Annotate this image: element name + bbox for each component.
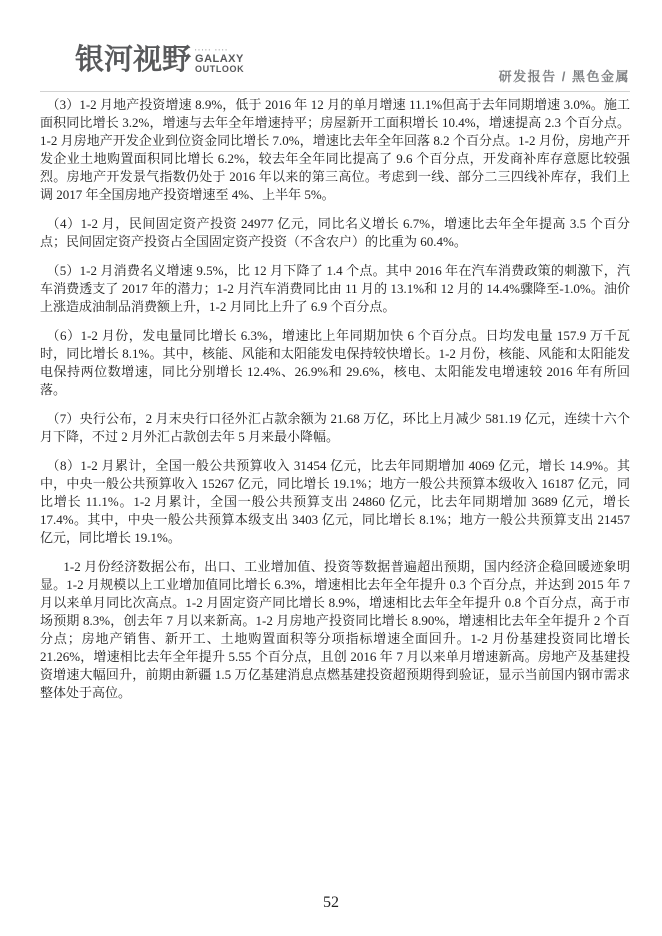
report-category-label: 研发报告 / 黑色金属 [498, 69, 630, 84]
paragraph-5: （5）1-2 月消费名义增速 9.5%，比 12 月下降了 1.4 个点。其中 2016 年在汽车消费政策的刺激下，汽车消费透支了 2017 年的潜力；1-2 月汽车消费同比由 11 月的 13.1%和 12 月的 14.4%骤降至-1.0%。油价上涨造成油制品消费额上升，1-2 月同比上升了 6.9 个百分点。 [40, 263, 630, 314]
logo-galaxy-text: GALAXY [195, 53, 244, 65]
paragraph-6: （6）1-2 月份，发电量同比增长 6.3%，增速比上年同期加快 6 个百分点。日均发电量 157.9 万千瓦时，同比增长 8.1%。其中，核能、风能和太阳能发电保持较快增长。1-2 月份，核能、风能和太阳能发电保持两位数增速，同比分别增长 12.4%、26.9%和 29.6%，核电、太阳能发电增速较 2016 年有所回落。 [40, 328, 630, 397]
paragraph-8: （8）1-2 月累计，全国一般公共预算收入 31454 亿元，比去年同期增加 4069 亿元，增长 14.9%。其中，中央一般公共预算收入 15267 亿元，同比增长 19.1%；地方一般公共预算本级收入 16187 亿元，同比增长 11.1%。1-2 月累计，全国一般公共预算支出 24860 亿元，比去年同期增加 3689 亿元，增长 17.4%。其中，中央一般公共预算本级支出 3403 亿元，同比增长 8.1%；地方一般公共预算支出 21457 亿元，同比增长 19.1%。 [40, 458, 630, 545]
paragraph-4: （4）1-2 月，民间固定资产投资 24977 亿元，同比名义增长 6.7%，增速比去年全年提高 3.5 个百分点；民间固定资产投资占全国固定资产投资（不含农户）的比重为 60.4%。 [40, 216, 630, 249]
page-number: 52 [323, 894, 339, 911]
header-divider [40, 91, 630, 92]
logo-outlook-text: OUTLOOK [195, 64, 245, 74]
logo-dots-decoration: ▪▪▪▪▪ ▪▪▪▪ [195, 47, 229, 52]
logo-english-block [195, 48, 244, 75]
page-header [40, 44, 630, 90]
galaxy-outlook-logo [75, 46, 244, 75]
paragraph-summary: 1-2 月份经济数据公布，出口、工业增加值、投资等数据普遍超出预期，国内经济企稳回暖迹象明显。1-2 月规模以上工业增加值同比增长 6.3%，增速相比去年全年提升 0.3 个百分点，并达到 2015 年 7 月以来单月同比次高点。1-2 月固定资产同比增长 8.9%，增速相比去年全年提升 0.8 个百分点，高于市场预期 8.3%，创去年 7 月以来新高。1-2 月房地产投资同比增长 8.90%，增速相比去年全年提升 2 个百分点；房地产销售、新开工、土地购置面积等分项指标增速全面回升。1-2 月份基建投资同比增长 21.26%，增速相比去年全年提升 5.55 个百分点，且创 2016 年 7 月以来单月增速新高。房地产及基建投资增速大幅回升，前期由新疆 1.5 万亿基建消息点燃基建投资超预期得到验证，显示当前国内钢市需求整体处于高位。 [40, 559, 630, 700]
paragraph-3: （3）1-2 月地产投资增速 8.9%，低于 2016 年 12 月的单月增速 11.1%但高于去年同期增速 3.0%。施工面积同比增长 3.2%，增速与去年全年增速持平；房屋新开工面积增长 10.4%，增速提高 2.3 个百分点。1-2 月房地产开发企业到位资金同比增长 7.0%，增速比去年全年回落 8.2 个百分点。1-2 月份，房地产开发企业土地购置面积同比增长 6.2%，较去年全年同比提高了 9.6 个百分点，开发商补库存意愿比较强烈。房地产开发景气指数仍处于 2016 年以来的第三高位。考虑到一线、部分二三四线补库存，我们上调 2017 年全国房地产投资增速至 4%、上半年 5%。 [40, 97, 630, 202]
report-body [40, 96, 630, 713]
logo-chinese-text: 银河视野 [75, 44, 192, 76]
paragraph-7: （7）央行公布，2 月末央行口径外汇占款余额为 21.68 万亿，环比上月减少 581.19 亿元，连续十六个月下降，不过 2 月外汇占款创去年 5 月来最小降幅。 [40, 411, 630, 444]
